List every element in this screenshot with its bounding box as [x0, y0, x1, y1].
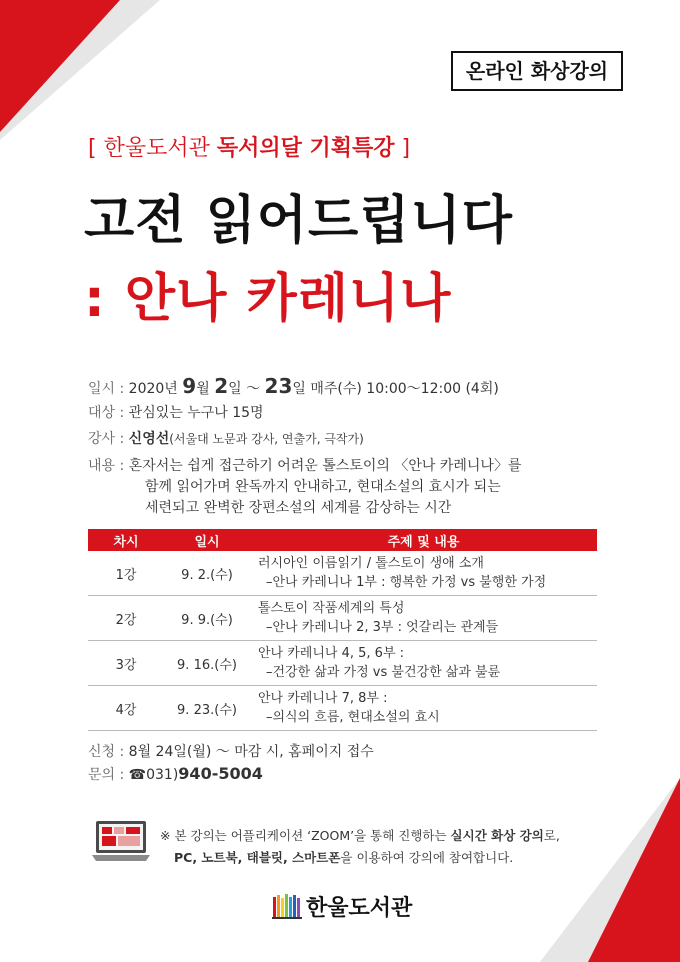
table-header-row	[88, 529, 597, 551]
top-left-triangle-decoration	[0, 0, 160, 140]
library-logo-text: 한울도서관	[306, 896, 413, 921]
lecture-schedule-table	[88, 529, 597, 731]
date-cell: 9. 16.(수)	[164, 641, 250, 686]
laptop-icon	[92, 819, 150, 865]
apply-line: 신청 : 8월 24일(월) ～ 마감 시, 홈페이지 접수	[88, 744, 374, 760]
contact-line: 문의 : ☎031)940-5004	[88, 764, 263, 783]
header-date: 일시	[164, 529, 250, 551]
content-line-3: 세련되고 완벽한 장편소설의 세계를 감상하는 시간	[145, 500, 452, 516]
content-line-1: 내용 : 혼자서는 쉽게 접근하기 어려운 톨스토이의 〈안나 카레니나〉를	[88, 458, 522, 474]
header-topic: 주제 및 내용	[250, 529, 597, 551]
topic-cell: 안나 카레니나 4, 5, 6부 : –건강한 삶과 가정 vs 불건강한 삶과 불륜	[250, 641, 597, 686]
target-line: 대상 : 관심있는 누구나 15명	[88, 405, 264, 421]
title-line-2: : 안나 카레니나	[84, 269, 452, 329]
phone-area: ☎031)	[128, 767, 179, 783]
library-name: 한울도서관	[103, 136, 217, 161]
date-cell: 9. 2.(수)	[164, 551, 250, 596]
date-cell: 9. 23.(수)	[164, 686, 250, 731]
title-line-1: 고전 읽어드립니다	[84, 191, 513, 251]
lecturer-line: 강사 : 신영선(서울대 노문과 강사, 연출가, 극작가)	[88, 431, 364, 447]
header-session: 차시	[88, 529, 164, 551]
bottom-right-triangle-decoration	[540, 778, 680, 962]
lecturer-name: 신영선	[128, 431, 170, 447]
topic-cell: 톨스토이 작품세계의 특성 –안나 카레니나 2, 3부 : 엇갈리는 관계들	[250, 596, 597, 641]
topic-cell: 러시아인 이름읽기 / 톨스토이 생애 소개 –안나 카레니나 1부 : 행복한 가정 vs 불행한 가정	[250, 551, 597, 596]
session-cell: 3강	[88, 641, 164, 686]
table-row	[88, 596, 597, 641]
online-lecture-badge: 온라인 화상강의	[451, 51, 623, 91]
library-books-icon	[272, 893, 304, 919]
phone-number: 940-5004	[178, 764, 263, 783]
table-row	[88, 641, 597, 686]
date-cell: 9. 9.(수)	[164, 596, 250, 641]
session-cell: 2강	[88, 596, 164, 641]
event-subtitle: [ 한울도서관 독서의달 기획특강 ]	[88, 136, 411, 161]
topic-cell: 안나 카레니나 7, 8부 : –의식의 흐름, 현대소설의 효시	[250, 686, 597, 731]
schedule-line: 일시 : 2020년 9월 2일 ～ 23일 매주(수) 10:00～12:00 (4회)	[88, 374, 499, 398]
notice-line-1: ※ 본 강의는 어플리케이션 ‘ZOOM’을 통해 진행하는 실시간 화상 강의로,	[160, 828, 560, 843]
notice-line-2: PC, 노트북, 태블릿, 스마트폰을 이용하여 강의에 참여합니다.	[174, 850, 514, 865]
content-line-2: 함께 읽어가며 완독까지 안내하고, 현대소설의 효시가 되는	[145, 479, 501, 495]
event-name: 독서의달 기획특강	[216, 136, 395, 161]
table-row	[88, 551, 597, 596]
session-cell: 4강	[88, 686, 164, 731]
session-cell: 1강	[88, 551, 164, 596]
table-row	[88, 686, 597, 731]
